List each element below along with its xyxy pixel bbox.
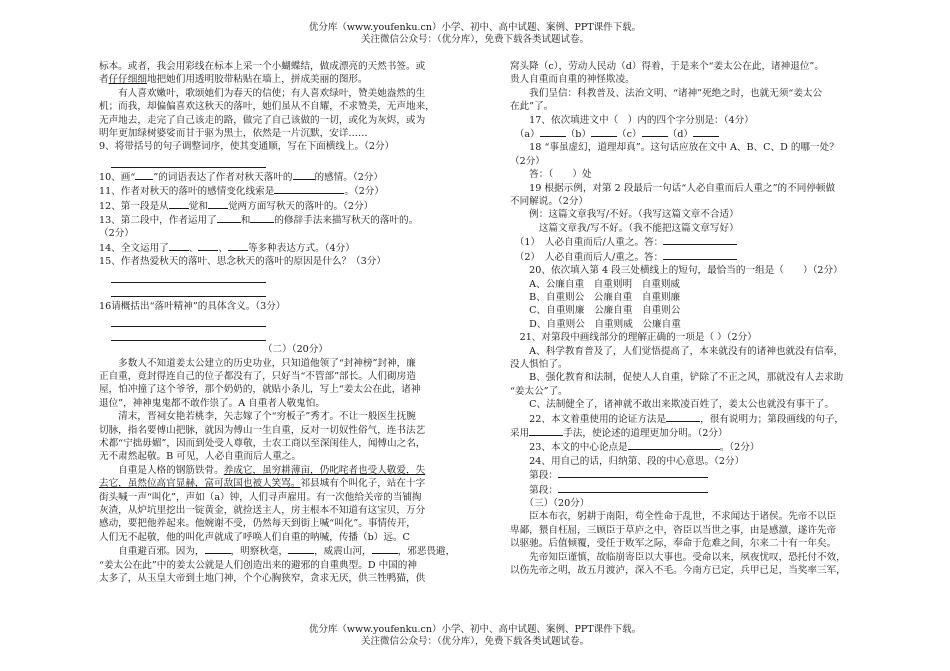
passage-line: 街头喊一声“叫化”，声如（a）钟，人们寻声雇用。有一次他给关帝的当铺掏 xyxy=(99,491,422,503)
passage-line: 有人喜欢嫩叶，歌颂她们为春天的信使；有人喜欢绿叶，赞美她盎然的生 xyxy=(99,87,426,99)
section-3-title: （三）（20分） xyxy=(510,498,590,509)
answer-line[interactable] xyxy=(111,329,266,341)
passage-line: 在此”了。 xyxy=(510,101,554,113)
question-18-answer: 答：（ ）处 xyxy=(510,169,592,181)
header-line-1: 优分库（www.youfenku.cn）小学、初中、高中试题、案例、PPT课件下载。 xyxy=(308,22,642,33)
underlined-sentence: 去它，虽然位高官显赫，富可敌国也被人笑骂。 xyxy=(99,478,301,490)
option-c: C、法制健全了，诸神就不敢出来欺凌百姓了，姜太公也就没有事干了。 xyxy=(510,399,834,411)
answer-blank[interactable] xyxy=(558,468,708,478)
question-12: 12、第一段是从 觉和 觉两方面写秋天的落叶的。（2分） xyxy=(99,200,374,212)
passage-line: 标本。或者，我会用彩线在标本上采一个小蝴蝶结，做成漂亮的天然书签。或 xyxy=(99,61,426,72)
passage-line: 先帝知臣谨慎，故临崩寄臣以大事也。受命以来，夙夜忧叹，恐托付不效， xyxy=(510,551,846,563)
section-2-title: （二）（20分） xyxy=(263,344,328,356)
passage-line: 正自重，竟封得连自己的位子都没有了，只好当“不管部”部长。人们砌房造 xyxy=(99,370,416,382)
question-15: 15、作者热爱秋天的落叶、思念秋天的落叶的原因是什么？（3分） xyxy=(99,256,386,268)
footer-line-2: 关注微信公众号：（优分库），免费下载各类试题试卷。 xyxy=(360,636,589,647)
question-24-line-2: 第段： xyxy=(510,483,862,497)
passage-line: 退位”，神神鬼鬼都不敢作祟了。A 自重者人敬鬼怕。 xyxy=(99,397,325,409)
answer-line[interactable] xyxy=(111,271,266,283)
passage-line: 自重是人格的钢筋铁骨。养成它，虽穷耕薄亩，仍叱咤者也受人敬爱，失 xyxy=(99,464,426,476)
passage-line: 窝头降（c），劳动人民动（d）得着，于是来个“姜太公在此，诸神退位”。 xyxy=(510,61,824,72)
passage-line: 感动，要把他养起来。他婉谢不受，仍然每天到街上喊“叫化”。事情传开， xyxy=(99,518,416,530)
option-a: A、公廉自重 自重则明 自重则威 xyxy=(510,278,681,290)
page-footer xyxy=(0,624,950,648)
answer-blank[interactable] xyxy=(274,184,344,194)
answer-blank[interactable] xyxy=(663,235,737,245)
option-b: B、强化教育和法制，促使人人自重，铲除了不正之风，那就没有人去求助 xyxy=(510,372,844,384)
question-19-item-1: （1） 人必自重而后/人重之。答： xyxy=(510,235,862,249)
option-a: A、科学教育普及了，人们觉悟提高了，本来就没有的诸神也就没有信奉， xyxy=(510,345,844,357)
passage-line: 无不肃然起敬。B 可见，人必自重而后人重之。 xyxy=(99,451,301,463)
passage-line: 太多了，从玉皇大帝到土地门神，个个心胸狭窄，贪求无厌，供三牲鸭猫，供 xyxy=(99,573,426,584)
option-b: B、自重则公 公廉自重 自重则廉 xyxy=(510,291,681,303)
passage-line: 去它，虽然位高官显赫，富可敌国也被人笑骂。祁县城有个叫化子，站在十字 xyxy=(99,478,426,490)
question-18-score: （2分） xyxy=(510,155,545,167)
passage-line: 卑鄙，猥自枉屈，三顾臣于草庐之中，咨臣以当世之事，由是感激，遂许先帝 xyxy=(510,524,837,536)
page-header xyxy=(0,22,950,46)
question-18: 18 “事虽虚幻，道理却真”。这句话应放在文中 A、B、C、D 的哪一处？ xyxy=(510,142,839,154)
passage-line: 以驱驰。后值倾覆，受任于败军之际，奉命于危难之间，尔来二十有一年矣。 xyxy=(510,538,837,550)
passage-line: 多数人不知道姜太公建立的历史功业，只知道他领了“封神榜”封神，廉 xyxy=(99,357,416,369)
question-21: 21、对第段中画线部分的理解正确的一项是（ ）（2分） xyxy=(510,332,757,344)
passage-line: 者仔仔细细地把她们用透明胶带粘贴在墙上，拼成美丽的图形。 xyxy=(99,74,368,86)
question-20: 20、依次填入第 4 段三处横线上的短句，最恰当的一组是（ ）（2分） xyxy=(510,265,843,277)
passage-line: 自重避百邪。因为， ，明察秋毫， ，威震山河， ，邪恶畏避， xyxy=(99,546,456,558)
answer-blank[interactable] xyxy=(628,440,720,450)
answer-line[interactable] xyxy=(111,285,266,297)
answer-line[interactable] xyxy=(111,156,266,168)
question-9: 9、将带括号的句子调整词序，使其变通顺，写在下面横线上。（2分） xyxy=(99,141,395,153)
question-19-item-2: （2） 人必自重而后人/重之。答： xyxy=(510,250,862,264)
example-line: 例：这篇文章我写/不好。（我写这篇文章不合适） xyxy=(510,209,739,221)
question-24: 24、用自己的话，归纳第、段的中心意思。（2分） xyxy=(510,455,745,467)
passage-line: 我们呈信：科教普及、法治文明、“诸神”死绝之时，也就无须“姜太公 xyxy=(510,87,823,99)
question-11: 11、作者对秋天的落叶的感情变化线索是 。（2分） xyxy=(99,186,384,198)
answer-blank[interactable] xyxy=(663,250,737,260)
option-b-cont: “姜太公”了。 xyxy=(510,385,568,397)
left-column xyxy=(99,60,492,585)
question-19: 19 根据示例，对第 2 段最后一句话“人必自重而后人重之”的不同停顿做 xyxy=(510,182,836,194)
question-16: 16请概括出“落叶精神”的具体含义。（3分） xyxy=(99,300,286,312)
answer-line[interactable] xyxy=(111,315,266,327)
passage-line: 屋，怕冲撞了这个爷爷，那个奶奶的，就贴小条儿，写上“姜太公在此，诸神 xyxy=(99,384,421,396)
footer-line-1: 优分库（www.youfenku.cn）小学、初中、高中试题、案例、PPT课件下载。 xyxy=(308,624,642,635)
passage-line: 清末，晋祠女艳若桃李，矢志嫁了个“穷板子”秀才。不让一般医生抚腕 xyxy=(99,411,416,423)
question-13-score: （2分） xyxy=(99,228,134,240)
question-19: 不同解说。（2分） xyxy=(510,196,589,208)
question-22-cont: 采用 手法，使论述的道理更加分明。（2分） xyxy=(510,427,728,439)
example-line: 这篇文章我/写不好。（我不能把这篇文章写好） xyxy=(510,222,739,234)
option-c: C、自重则廉 公廉自重 自重则公 xyxy=(510,305,681,317)
question-23: 23、本文的中心论点是 。（2分） xyxy=(510,442,760,454)
question-10: 10、画“ ”的词语表达了作者对秋天落叶的 的感情。（2分） xyxy=(99,171,383,183)
question-17-blanks: （a） （b） （c） （d） xyxy=(510,127,862,141)
passage-line: 术都“宁拙毋媚”，因而到处受人尊敬，士农工商以至深闺佳人，闻傅山之名， xyxy=(99,437,426,449)
passage-line: 灰渣，从炉坑里挖出一锭黄金，就捡送主人，房主根本不知道有这宝贝，万分 xyxy=(99,504,426,516)
answer-blank[interactable] xyxy=(558,483,708,493)
passage-line: 切脉，指名要傅山把脉，就因为傅山一生自重，反对一切奴性俗气，连书法艺 xyxy=(99,424,426,436)
passage-line: 贵人自重而自重的神怪欺凌。 xyxy=(510,74,635,86)
right-column xyxy=(510,60,862,577)
passage-line: 无声地去，走完了自己该走的路，做完了自己该做的一切，或化为灰烬，或为 xyxy=(99,114,426,126)
passage-line: 明年更加绿树婆娑而甘于驱为黑土，依然是一片沉默，安详…… xyxy=(99,128,368,140)
question-14: 14、全文运用了 、 、 等多种表达方式。（4分） xyxy=(99,242,355,254)
passage-line: “姜太公在此”中的姜太公就是人们创造出来的避邪的自重典型。D 中国的神 xyxy=(99,559,417,571)
question-13: 13、第二段中，作者运用了 和 的修辞手法来描写秋天的落叶的。 xyxy=(99,215,419,227)
question-24-line-1: 第段： xyxy=(510,468,862,482)
passage-line: 人们无不起敬，他的叫化声就成了呼唤人们自重的呐喊，传播（b）远。C xyxy=(99,531,410,543)
passage-line: 机；而我，却偏偏喜欢这秋天的落叶，她们虽从不自耀，不求赞美，无声地来， xyxy=(99,101,435,113)
underlined-sentence: 养成它，虽穷耕薄亩，仍叱咤者也受人敬爱，失 xyxy=(223,464,426,476)
question-17: 17、依次填进文中（ ）内的四个字分别是：（4分） xyxy=(510,114,754,126)
header-line-2: 关注微信公众号：（优分库），免费下载各类试题试卷。 xyxy=(360,34,589,45)
question-22: 22、本文着重使用的论证方法是 ，很有说明力；第段画线的句子， xyxy=(510,413,845,425)
passage-line: 臣本布衣，躬耕于南阳，苟全性命于乱世，不求闻达于诸侯。先帝不以臣 xyxy=(510,511,837,523)
option-d: D、自重则公 自重则威 公廉自重 xyxy=(510,318,681,330)
underlined-phrase: 仔仔细细 xyxy=(108,74,147,86)
passage-line: 以伤先帝之明，故五月渡泸，深入不毛。今南方已定，兵甲已足，当奖率三军， xyxy=(510,565,846,577)
option-a-cont: 没人惧怕了。 xyxy=(510,358,568,370)
